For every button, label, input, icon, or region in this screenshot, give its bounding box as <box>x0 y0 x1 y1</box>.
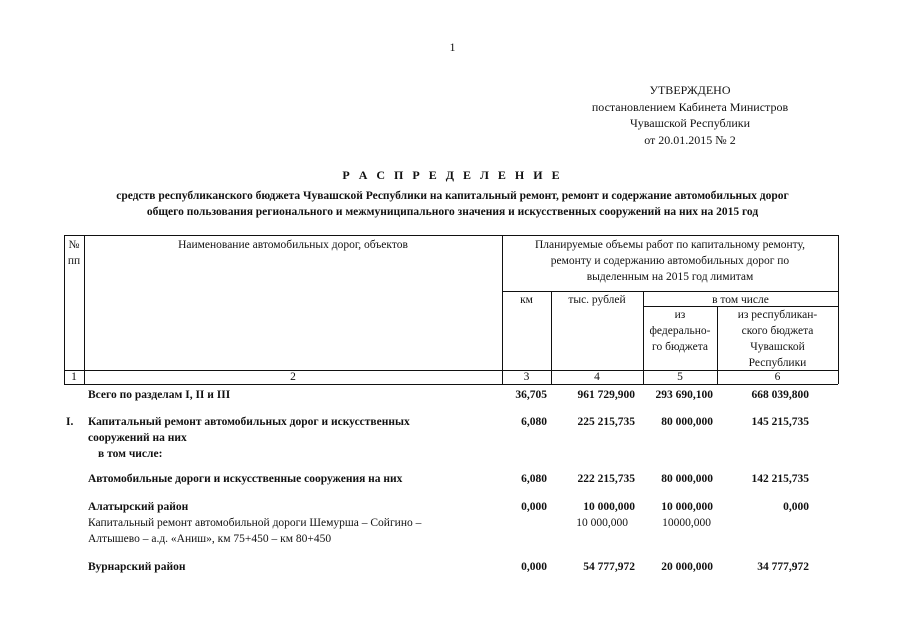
approval-line: Чувашской Республики <box>629 116 751 130</box>
header-name: Наименование автомобильных дорог, объектов <box>178 239 408 251</box>
colnum-5: 5 <box>677 371 683 383</box>
document-subtitle <box>40 188 865 220</box>
row-rub: 10 000,000 <box>576 517 628 529</box>
row-name: Капитальный ремонт автомобильных дорог и искусственных <box>88 416 410 428</box>
approval-heading: УТВЕРЖДЕНО <box>649 83 731 97</box>
row-federal: 10000,000 <box>662 517 711 529</box>
page-number: 1 <box>449 40 456 54</box>
row-republic: 142 215,735 <box>751 473 809 485</box>
row-republic: 0,000 <box>783 501 809 513</box>
header-republic <box>717 307 838 371</box>
row-name: в том числе: <box>98 448 163 460</box>
header-federal <box>643 307 717 355</box>
row-name: сооружений на них <box>88 432 187 444</box>
colnum-4: 4 <box>594 371 600 383</box>
colnum-2: 2 <box>290 371 296 383</box>
header-federal-line: федерально- <box>649 325 711 337</box>
colnum-6: 6 <box>774 371 781 383</box>
row-name: Автомобильные дороги и искусственные сооружения на них <box>88 473 403 485</box>
row-rub: 54 777,972 <box>583 561 635 573</box>
approval-line: постановлением Кабинета Министров <box>591 100 789 114</box>
row-name: Алатырский район <box>88 501 189 513</box>
row-rub: 225 215,735 <box>577 416 635 428</box>
row-rub: 222 215,735 <box>577 473 635 485</box>
header-republic-line: ского бюджета <box>741 325 814 337</box>
header-planned: Планируемые объемы работ по капитальному ремонту, <box>535 239 805 251</box>
subtitle-line: общего пользования регионального и межмуниципального значения и искусственных сооружений на них на 2015 год <box>146 206 759 218</box>
row-name: Капитальный ремонт автомобильной дороги Шемурша – Сойгино – <box>88 517 422 529</box>
row-republic: 145 215,735 <box>751 416 809 428</box>
row-km: 6,080 <box>521 416 547 428</box>
header-num: № <box>68 239 80 251</box>
header-republic-line: Республики <box>748 357 807 369</box>
row-name: Вурнарский район <box>88 561 186 573</box>
header-republic-line: Чувашской <box>750 341 805 353</box>
row-km: 0,000 <box>521 501 547 513</box>
row-rub: 10 000,000 <box>583 501 635 513</box>
approval-date: от 20.01.2015 № 2 <box>644 133 736 147</box>
header-planned: ремонту и содержанию автомобильных дорог по <box>550 255 790 267</box>
row-federal: 293 690,100 <box>655 389 713 401</box>
header-rub: тыс. рублей <box>568 294 626 306</box>
row-federal: 80 000,000 <box>661 473 713 485</box>
colnum-3: 3 <box>523 371 530 383</box>
row-federal: 20 000,000 <box>661 561 713 573</box>
row-republic: 668 039,800 <box>751 389 809 401</box>
header-pp: пп <box>67 255 81 267</box>
colnum-1: 1 <box>71 371 77 383</box>
row-km: 36,705 <box>515 389 547 401</box>
row-rub: 961 729,900 <box>577 389 635 401</box>
header-including: в том числе <box>712 294 769 306</box>
row-km: 6,080 <box>521 473 547 485</box>
header-federal-line: го бюджета <box>652 341 708 353</box>
row-name: Всего по разделам I, II и III <box>88 389 231 401</box>
row-km: 0,000 <box>521 561 547 573</box>
row-federal: 10 000,000 <box>661 501 713 513</box>
row-republic: 34 777,972 <box>757 561 809 573</box>
header-federal-line: из <box>674 309 686 321</box>
document-title: Р А С П Р Е Д Е Л Е Н И Е <box>342 168 563 182</box>
header-republic-line: из республикан- <box>737 309 818 321</box>
header-km: км <box>520 294 533 306</box>
subtitle-line: средств республиканского бюджета Чувашской Республики на капитальный ремонт, ремонт и содержание автомобильных дорог <box>116 190 789 202</box>
header-planned: выделенным на 2015 год лимитам <box>586 271 754 283</box>
row-num: I. <box>66 416 74 428</box>
row-federal: 80 000,000 <box>661 416 713 428</box>
row-name: Алтышево – а.д. «Аниш», км 75+450 – км 80+450 <box>88 533 332 545</box>
